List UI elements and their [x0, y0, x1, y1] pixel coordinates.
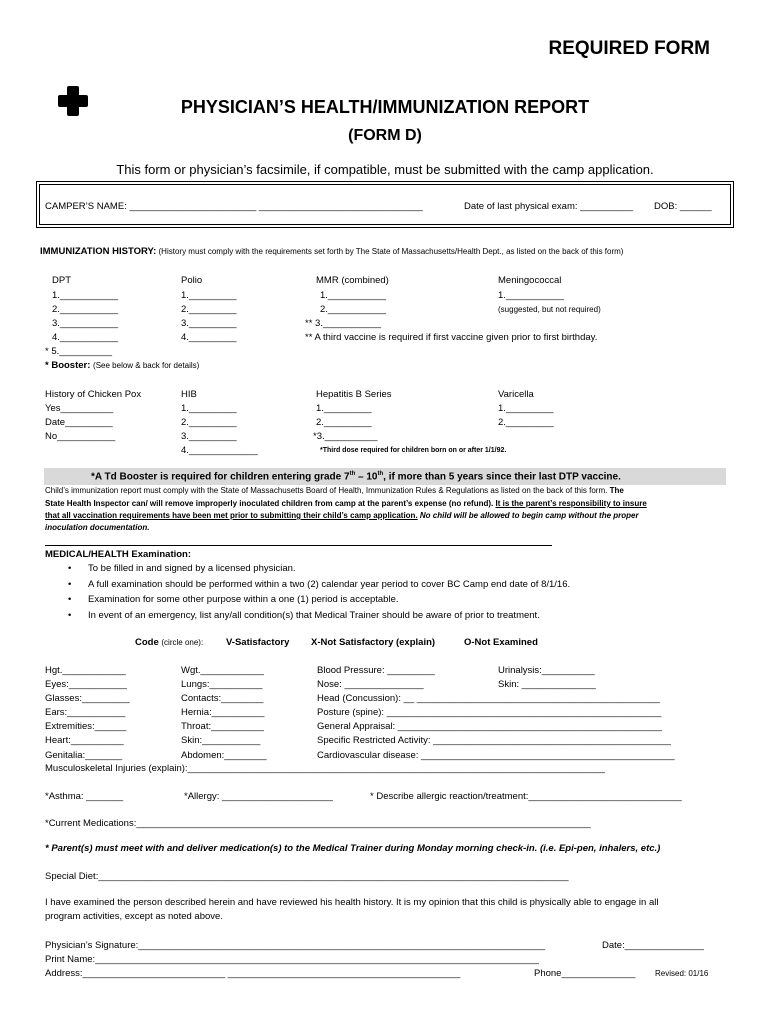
- mmr-dose-1[interactable]: 1.___________: [320, 290, 387, 301]
- camper-name-field[interactable]: CAMPER’S NAME: ________________________ _______________________________: [45, 201, 423, 212]
- exam-glasses[interactable]: Glasses:_________: [45, 693, 130, 705]
- list-item: • In event of an emergency, list any/all condition(s) that Medical Trainer should be aware of prior to treatment.: [88, 610, 570, 626]
- dpt-dose-2[interactable]: 2.___________: [52, 304, 119, 315]
- list-item: • A full examination should be performed within a two (2) calendar year period to cover BC Camp end date of 8/1/16.: [88, 579, 570, 595]
- exam-weight[interactable]: Wgt.____________: [181, 665, 264, 676]
- booster-sup-1: th: [349, 471, 356, 477]
- exam-abdomen[interactable]: Abdomen:________: [181, 749, 267, 761]
- hib-dose-3[interactable]: 3._________: [181, 431, 237, 442]
- exam-nose[interactable]: Nose: _______________: [317, 679, 424, 691]
- compliance-line-3: [45, 511, 639, 520]
- hepatitis-b-note: *Third dose required for children born on or after 1/1/92.: [320, 447, 507, 454]
- varicella-dose-2[interactable]: 2._________: [498, 417, 554, 428]
- code-label: Code: [135, 637, 159, 648]
- immunization-heading: IMMUNIZATION HISTORY:: [40, 246, 157, 257]
- exam-general-appraisal[interactable]: General Appraisal: __________________________________________________: [317, 721, 662, 733]
- code-satisfactory: V-Satisfactory: [226, 637, 290, 648]
- chicken-pox-no[interactable]: No___________: [45, 431, 116, 442]
- compliance-text-3: that all vaccination requirements have been met prior to submitting their child’s camp application.: [45, 511, 418, 520]
- chicken-pox-title: History of Chicken Pox: [45, 389, 142, 400]
- compliance-text-3b: No child will be allowed to begin camp without the proper: [419, 511, 639, 520]
- booster-notice: [91, 471, 621, 482]
- hib-dose-4[interactable]: 4._____________: [181, 445, 258, 456]
- exam-heart[interactable]: Heart:__________: [45, 735, 124, 747]
- medical-instructions-list: [88, 563, 570, 625]
- compliance-text-4: inoculation documentation.: [45, 523, 150, 532]
- dpt-dose-5[interactable]: * 5.__________: [45, 346, 113, 357]
- booster-note: (See below & back for details): [93, 361, 200, 370]
- polio-dose-4[interactable]: 4._________: [181, 332, 237, 343]
- polio-title: Polio: [181, 275, 203, 286]
- exam-throat[interactable]: Throat:__________: [181, 721, 264, 733]
- booster-row: [45, 360, 199, 371]
- meningococcal-title: Meningococcal: [498, 275, 562, 286]
- chicken-pox-yes[interactable]: Yes__________: [45, 403, 114, 414]
- exam-skin-4[interactable]: Skin: ______________: [498, 679, 596, 691]
- exam-extremities[interactable]: Extremities:______: [45, 721, 127, 733]
- hepatitis-b-dose-2[interactable]: 2._________: [316, 417, 372, 428]
- meningococcal-note: (suggested, but not required): [498, 305, 601, 314]
- hepatitis-b-title: Hepatitis B Series: [316, 389, 392, 400]
- compliance-text-2: State Health Inspector can/ will remove improperly inoculated children from camp at the parent’s expense (no refund).: [45, 499, 494, 508]
- exam-ears[interactable]: Ears:___________: [45, 707, 126, 719]
- mmr-dose-3[interactable]: ** 3.___________: [305, 318, 382, 329]
- exam-column-1: [45, 664, 130, 763]
- booster-notice-after: , if more than 5 years since their last DTP vaccine.: [383, 471, 621, 483]
- exam-genitalia[interactable]: Genitalia:_______: [45, 749, 123, 761]
- mmr-dose-2[interactable]: 2.___________: [320, 304, 387, 315]
- immunization-note: (History must comply with the requirements set forth by The State of Massachusetts/Health Dept., as listed on the back of this form): [158, 247, 624, 256]
- allergy-field[interactable]: *Allergy: _____________________: [184, 791, 333, 802]
- revision-label: Revised: 01/16: [655, 969, 709, 978]
- polio-dose-2[interactable]: 2._________: [181, 304, 237, 315]
- compliance-text-2b: It is the parent’s responsibility to insure: [495, 499, 647, 508]
- chicken-pox-date[interactable]: Date_________: [45, 417, 113, 428]
- required-form-label: REQUIRED FORM: [548, 38, 710, 59]
- hepatitis-b-dose-1[interactable]: 1._________: [316, 403, 372, 414]
- compliance-text-1: Child’s immunization report must comply with the State of Massachusetts Board of Health, Immunization Rules & Regulations as listed on the back of this form.: [45, 486, 608, 495]
- booster-label: * Booster:: [45, 360, 91, 371]
- polio-dose-3[interactable]: 3._________: [181, 318, 237, 329]
- special-diet-field[interactable]: Special Diet:_________________________________________________________________________________________: [45, 871, 569, 882]
- address-field[interactable]: Address:___________________________ ____________________________________________: [45, 968, 461, 979]
- booster-sup-2: th: [377, 471, 384, 477]
- compliance-text-1b: The: [609, 486, 624, 495]
- code-legend: [135, 637, 203, 648]
- exam-head-concussion[interactable]: Head (Concussion): __ ______________________________________________: [317, 693, 660, 705]
- varicella-dose-1[interactable]: 1._________: [498, 403, 554, 414]
- phone-field[interactable]: Phone______________: [534, 968, 636, 979]
- code-not-examined: O-Not Examined: [464, 637, 538, 648]
- exam-skin-2[interactable]: Skin:___________: [181, 735, 261, 747]
- booster-notice-mid: – 10: [355, 471, 378, 483]
- section-divider: [45, 545, 552, 546]
- code-not-satisfactory: X-Not Satisfactory (explain): [311, 637, 436, 648]
- last-exam-date-field[interactable]: Date of last physical exam: __________: [464, 201, 633, 212]
- exam-cardiovascular[interactable]: Cardiovascular disease: ________________________________________________: [317, 749, 675, 761]
- booster-notice-text: *A Td Booster is required for children entering grade 7: [91, 471, 350, 483]
- compliance-line-1: [45, 486, 624, 495]
- physician-signature-field[interactable]: Physician’s Signature:_____________________________________________________________________________: [45, 940, 546, 951]
- exam-urinalysis[interactable]: Urinalysis:__________: [498, 665, 595, 676]
- exam-hernia[interactable]: Hernia:__________: [181, 707, 265, 719]
- hepatitis-b-dose-3[interactable]: *3.__________: [313, 431, 378, 442]
- submission-instruction: This form or physician’s facsimile, if compatible, must be submitted with the camp application.: [116, 162, 654, 177]
- camper-info-box: [36, 181, 734, 228]
- exam-column-4: [498, 664, 596, 692]
- varicella-title: Varicella: [498, 389, 534, 400]
- dob-field[interactable]: DOB: ______: [654, 201, 712, 212]
- exam-contacts[interactable]: Contacts:________: [181, 693, 264, 705]
- hib-title: HIB: [181, 389, 197, 400]
- physician-statement-2: program activities, except as noted above.: [45, 911, 223, 922]
- dpt-dose-4[interactable]: 4.___________: [52, 332, 119, 343]
- form-subtitle: (FORM D): [348, 127, 422, 144]
- exam-blood-pressure[interactable]: Blood Pressure: _________: [317, 665, 435, 676]
- musculoskeletal-field[interactable]: Musculoskeletal Injuries (explain):_______________________________________________________________________________: [45, 763, 605, 774]
- polio-dose-1[interactable]: 1._________: [181, 290, 237, 301]
- list-item: • Examination for some other purpose within a one (1) period is acceptable.: [88, 594, 570, 610]
- physician-statement-1: I have examined the person described herein and have reviewed his health history. It is my opinion that this child is physically able to engage in all: [45, 897, 659, 908]
- mmr-title: MMR (combined): [316, 275, 389, 286]
- exam-column-2: [181, 664, 267, 763]
- page-title: PHYSICIAN’S HEALTH/IMMUNIZATION REPORT: [180, 97, 590, 117]
- exam-lungs[interactable]: Lungs:__________: [181, 679, 263, 691]
- dpt-dose-3[interactable]: 3.___________: [52, 318, 119, 329]
- hib-dose-2[interactable]: 2._________: [181, 417, 237, 428]
- compliance-line-2: [45, 499, 647, 508]
- code-note: (circle one):: [161, 638, 204, 647]
- current-medications-field[interactable]: *Current Medications:______________________________________________________________________________________: [45, 818, 591, 829]
- dpt-dose-1[interactable]: 1.___________: [52, 290, 119, 301]
- mmr-footnote: ** A third vaccine is required if first vaccine given prior to first birthday.: [305, 332, 598, 343]
- hib-dose-1[interactable]: 1._________: [181, 403, 237, 414]
- allergic-reaction-field[interactable]: * Describe allergic reaction/treatment:_____________________________: [370, 791, 682, 802]
- signature-date-field[interactable]: Date:_______________: [602, 940, 704, 951]
- exam-height[interactable]: Hgt.____________: [45, 665, 126, 676]
- asthma-field[interactable]: *Asthma: _______: [45, 791, 124, 802]
- medical-heading: MEDICAL/HEALTH Examination:: [45, 549, 192, 560]
- dpt-title: DPT: [52, 275, 71, 286]
- parent-medication-notice: * Parent(s) must meet with and deliver medication(s) to the Medical Trainer during Monday morning check-in. (i.e. Epi-pen, inhalers, etc.): [45, 843, 661, 854]
- immunization-heading-row: [40, 246, 623, 257]
- print-name-field[interactable]: Print Name:____________________________________________________________________________________: [45, 954, 539, 965]
- list-item: • To be filled in and signed by a licensed physician.: [88, 563, 570, 579]
- meningococcal-dose-1[interactable]: 1.___________: [498, 290, 565, 301]
- exam-posture[interactable]: Posture (spine): ____________________________________________________: [317, 707, 662, 719]
- exam-restricted-activity[interactable]: Specific Restricted Activity: _____________________________________________: [317, 735, 671, 747]
- exam-eyes[interactable]: Eyes:___________: [45, 679, 127, 691]
- exam-column-3: [317, 664, 675, 763]
